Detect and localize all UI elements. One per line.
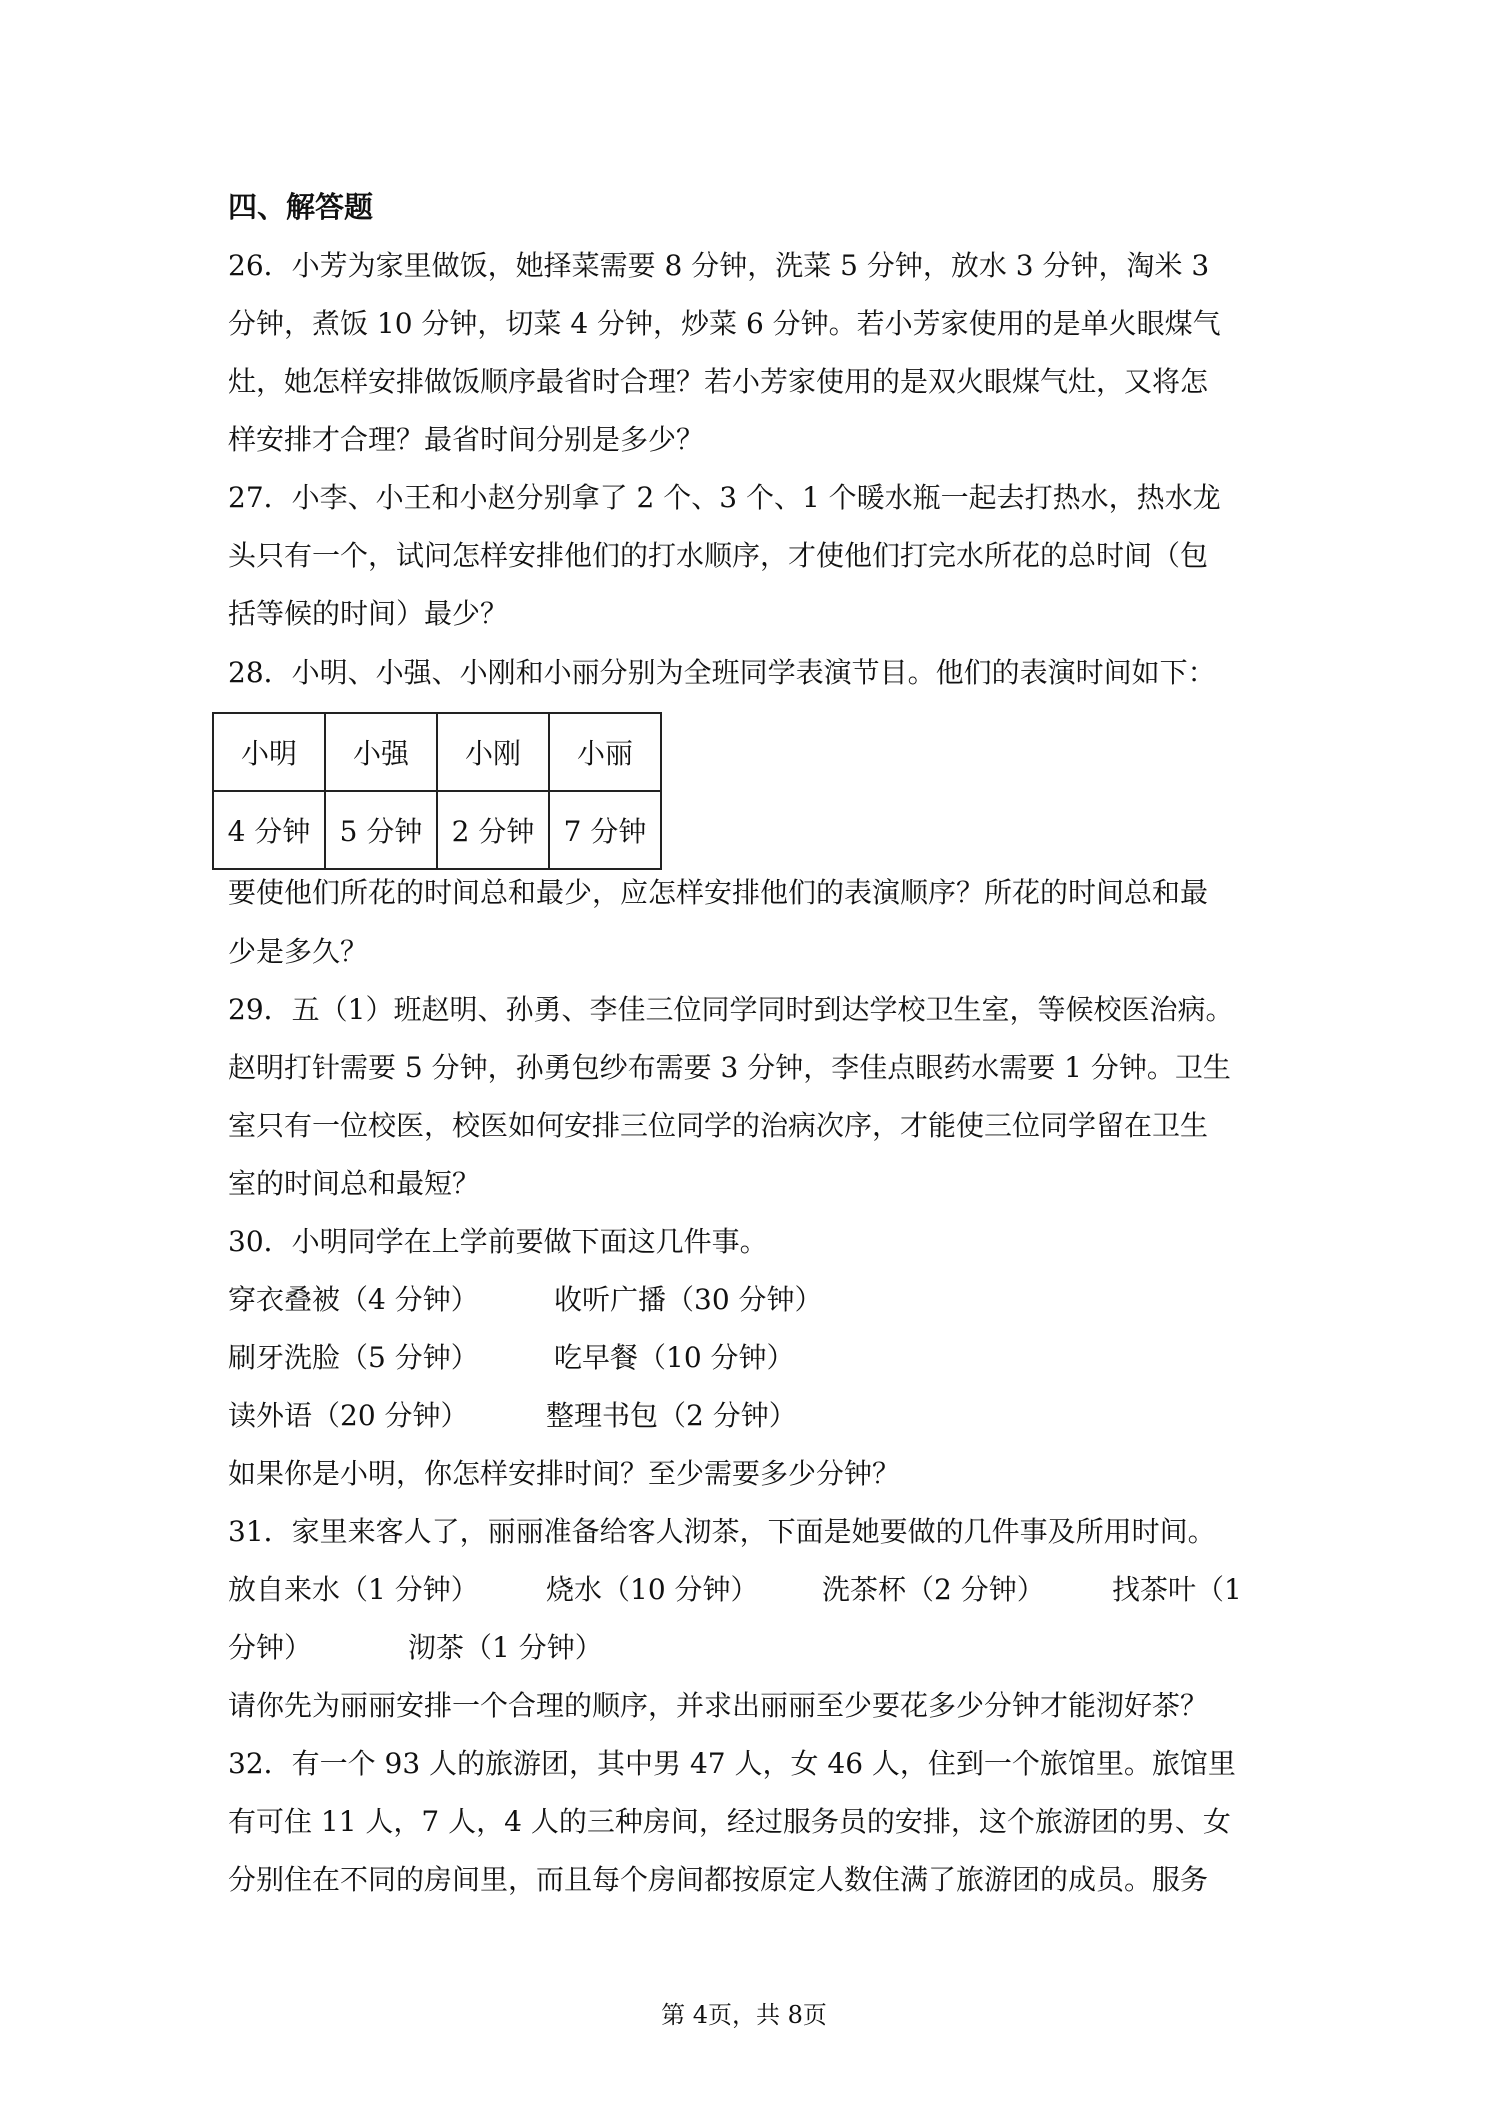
page-footer: 第 4页，共 8页 [661,2001,827,2029]
q31-line-2: 请你先为丽丽安排一个合理的顺序，并求出丽丽至少要花多少分钟才能沏好茶？ [228,1689,1209,1722]
q28-line-2: 要使他们所花的时间总和最少，应怎样安排他们的表演顺序？所花的时间总和最 [228,876,1209,909]
q29-line-4: 室的时间总和最短？ [228,1167,481,1200]
q30-line-1: 30．小明同学在上学前要做下面这几件事。 [228,1225,768,1258]
q32-line-3: 分别住在不同的房间里，而且每个房间都按原定人数住满了旅游团的成员。服务 [228,1863,1209,1896]
table-cell-time: 2 分钟 [437,791,549,869]
q29-line-1: 29．五（1）班赵明、孙勇、李佳三位同学同时到达学校卫生室，等候校医治病。 [228,993,1234,1026]
q30-task: 刷牙洗脸（5 分钟） [228,1341,479,1374]
table-row [213,791,661,869]
q30-task: 读外语（20 分钟） [228,1399,469,1432]
table-cell-name: 小明 [213,713,325,791]
q31-task: 放自来水（1 分钟） [228,1573,479,1606]
q27-line-2: 头只有一个，试问怎样安排他们的打水顺序，才使他们打完水所花的总时间（包 [228,539,1209,572]
q30-task: 收听广播（30 分钟） [554,1283,823,1316]
q30-task: 穿衣叠被（4 分钟） [228,1283,479,1316]
q31-task: 找茶叶（1 [1112,1573,1242,1606]
q31-task: 分钟） [228,1631,313,1664]
table-cell-name: 小丽 [549,713,661,791]
q27-line-3: 括等候的时间）最少？ [228,597,509,630]
q30-line-2: 如果你是小明，你怎样安排时间？至少需要多少分钟？ [228,1457,901,1490]
q32-line-2: 有可住 11 人，7 人，4 人的三种房间，经过服务员的安排，这个旅游团的男、女 [228,1805,1231,1838]
q28-line-1: 28．小明、小强、小刚和小丽分别为全班同学表演节目。他们的表演时间如下： [228,656,1216,689]
q31-line-1: 31．家里来客人了，丽丽准备给客人沏茶，下面是她要做的几件事及所用时间。 [228,1515,1216,1548]
table-row [213,713,661,791]
q29-line-2: 赵明打针需要 5 分钟，孙勇包纱布需要 3 分钟，李佳点眼药水需要 1 分钟。卫生 [228,1051,1231,1084]
table-cell-time: 4 分钟 [213,791,325,869]
performance-time-table [212,712,662,870]
q31-task: 沏茶（1 分钟） [408,1631,603,1664]
q28-line-3: 少是多久？ [228,935,369,968]
q31-task: 烧水（10 分钟） [546,1573,759,1606]
section-heading: 四、解答题 [228,190,374,224]
q32-line-1: 32．有一个 93 人的旅游团，其中男 47 人，女 46 人，住到一个旅馆里。旅馆里 [228,1747,1236,1780]
q29-line-3: 室只有一位校医，校医如何安排三位同学的治病次序，才能使三位同学留在卫生 [228,1109,1209,1142]
q26-line-1: 26．小芳为家里做饭，她择菜需要 8 分钟，洗菜 5 分钟，放水 3 分钟，淘米 3 [228,249,1210,282]
table-cell-time: 7 分钟 [549,791,661,869]
table-cell-time: 5 分钟 [325,791,437,869]
q26-line-4: 样安排才合理？最省时间分别是多少？ [228,423,705,456]
table-cell-name: 小刚 [437,713,549,791]
q31-task: 洗茶杯（2 分钟） [822,1573,1045,1606]
q27-line-1: 27．小李、小王和小赵分别拿了 2 个、3 个、1 个暖水瓶一起去打热水，热水龙 [228,481,1221,514]
q26-line-2: 分钟，煮饭 10 分钟，切菜 4 分钟，炒菜 6 分钟。若小芳家使用的是单火眼煤气 [228,307,1221,340]
q30-task: 吃早餐（10 分钟） [554,1341,795,1374]
table-cell-name: 小强 [325,713,437,791]
q26-line-3: 灶，她怎样安排做饭顺序最省时合理？若小芳家使用的是双火眼煤气灶，又将怎 [228,365,1209,398]
q30-task: 整理书包（2 分钟） [546,1399,797,1432]
